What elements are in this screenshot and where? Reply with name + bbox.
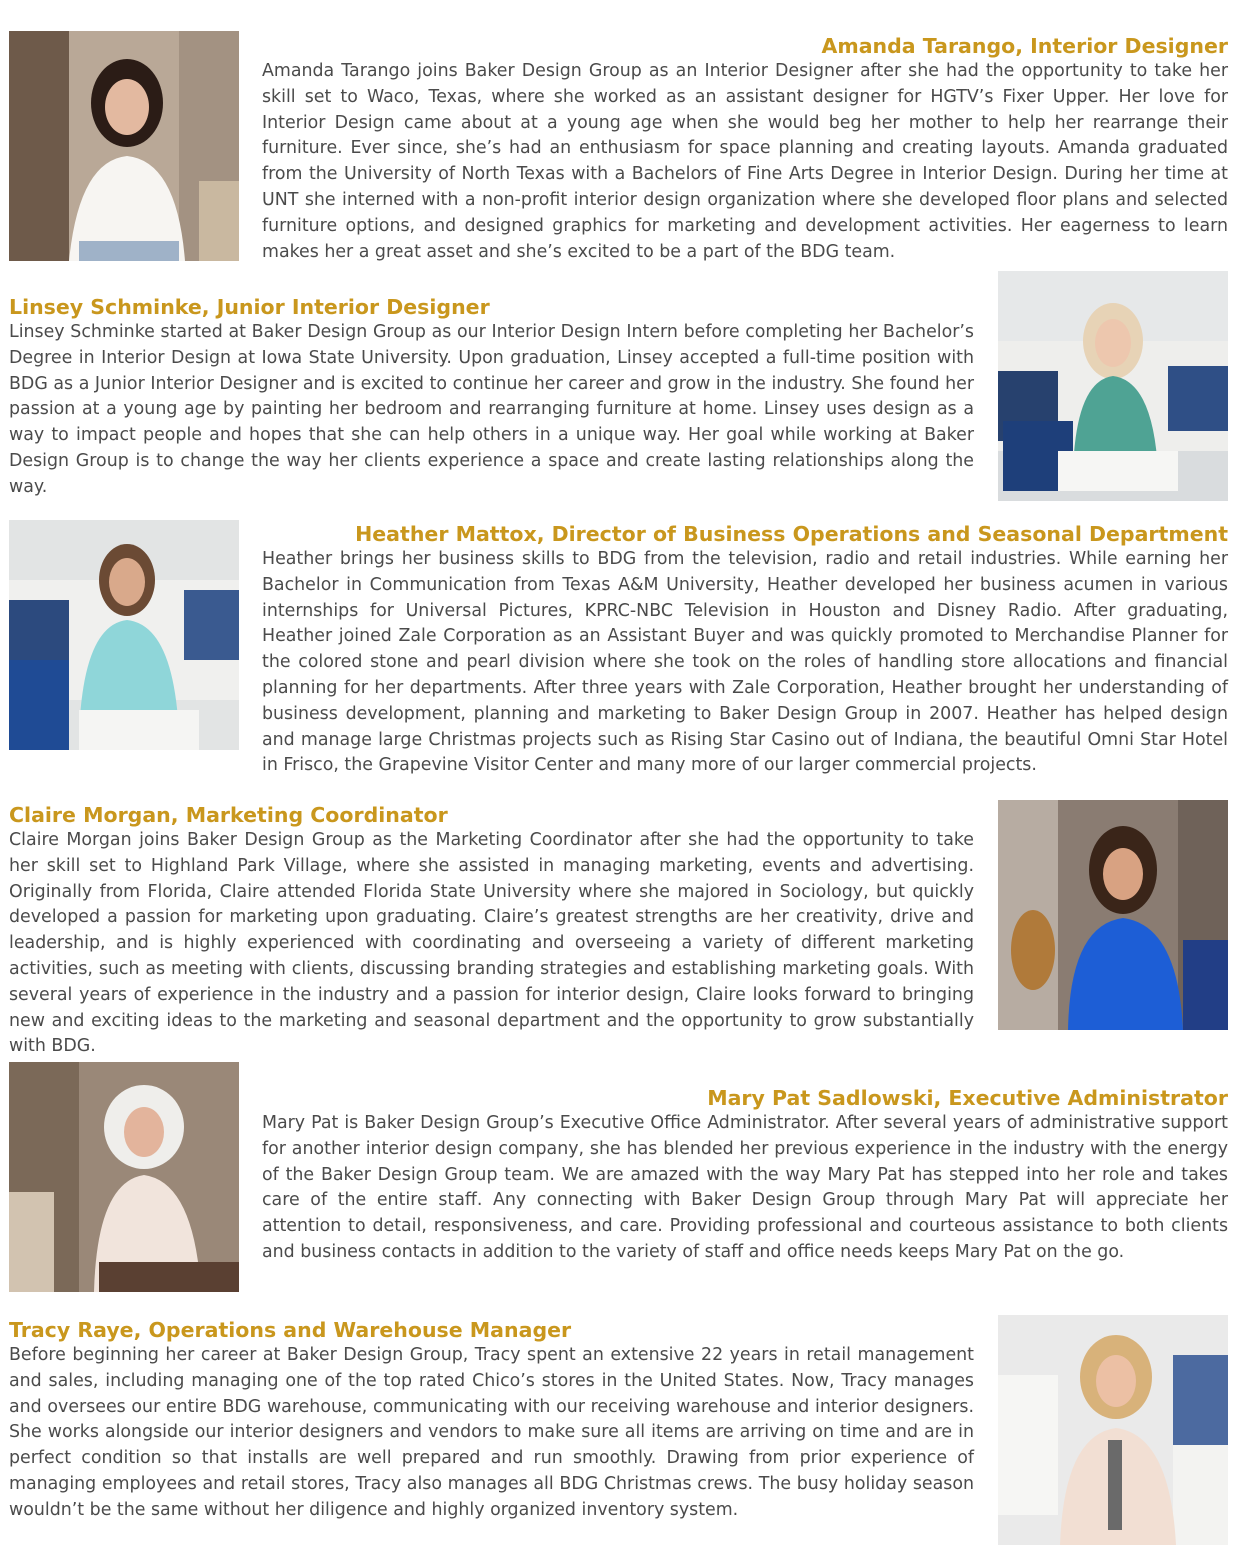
mary-pat-sadlowski-bio	[262, 1085, 1228, 1266]
profile-bio: Heather brings her business skills to BDG from the television, radio and retail industries. While earning her Bachelor in Communication from Texas A&M University, Heather developed her business acumen in various internships for Universal Pictures, KPRC-NBC Television in Houston and Disney Radio. After graduating, Heather joined Zale Corporation as an Assistant Buyer and was quickly promoted to Merchandise Planner for the colored stone and pearl division where she took on the roles of handling store allocations and financial planning for her departments. After three years with Zale Corporation, Heather brought her understanding of business development, planning and marketing to Baker Design Group in 2007. Heather has helped design and manage large Christmas projects such as Rising Star Casino out of Indiana, the beautiful Omni Star Hotel in Frisco, the Grapevine Visitor Center and many more of our larger commercial projects.	[262, 549, 1228, 776]
profile-name: Linsey Schminke, Junior Interior Designer	[9, 295, 490, 319]
profile-name: Mary Pat Sadlowski, Executive Administrator	[707, 1086, 1228, 1110]
amanda-tarango-photo	[9, 31, 239, 261]
profile-bio: Linsey Schminke started at Baker Design Group as our Interior Design Intern before completing her Bachelor’s Degree in Interior Design at Iowa State University. Upon graduation, Linsey accepted a full-time position with BDG as a Junior Interior Designer and is excited to continue her career and grow in the industry. She found her passion at a young age by painting her bedroom and rearranging furniture at home. Linsey uses design as a way to impact people and hopes that she can help others in a unique way. Her goal while working at Baker Design Group is to change the way her clients experience a space and create lasting relationships along the way.	[9, 322, 974, 497]
claire-morgan-bio	[9, 802, 974, 1060]
linsey-schminke-photo	[998, 271, 1228, 501]
heather-mattox-bio	[262, 521, 1228, 779]
profile-name: Amanda Tarango, Interior Designer	[821, 34, 1228, 58]
profile-bio: Amanda Tarango joins Baker Design Group as an Interior Designer after she had the opportunity to take her skill set to Waco, Texas, where she worked as an assistant designer for HGTV’s Fixer Upper. Her love for Interior Design came about at a young age when she would beg her mother to help her rearrange their furniture. Ever since, she’s had an enthusiasm for space planning and creating layouts. Amanda graduated from the University of North Texas with a Bachelors of Fine Arts Degree in Interior Design. During her time at UNT she interned with a non-profit interior design organization where she developed floor plans and selected furniture options, and designed graphics for marketing and development activities. Her eagerness to learn makes her a great asset and she’s excited to be a part of the BDG team.	[262, 61, 1228, 262]
claire-morgan-photo	[998, 800, 1228, 1030]
profile-bio: Claire Morgan joins Baker Design Group as the Marketing Coordinator after she had the opportunity to take her skill set to Highland Park Village, where she assisted in managing marketing, events and advertising. Originally from Florida, Claire attended Florida State University where she majored in Sociology, but quickly developed a passion for marketing upon graduating. Claire’s greatest strengths are her creativity, drive and leadership, and is highly experienced with coordinating and overseeing a variety of different marketing activities, such as meeting with clients, discussing branding strategies and establishing marketing goals. With several years of experience in the industry and a passion for interior design, Claire looks forward to bringing new and exciting ideas to the marketing and seasonal department and the opportunity to grow substantially with BDG.	[9, 830, 974, 1057]
linsey-schminke-bio	[9, 294, 974, 501]
tracy-raye-photo	[998, 1315, 1228, 1545]
heather-mattox-photo	[9, 520, 239, 750]
profile-name: Claire Morgan, Marketing Coordinator	[9, 803, 448, 827]
amanda-tarango-bio	[262, 33, 1228, 265]
profile-name: Heather Mattox, Director of Business Operations and Seasonal Department	[355, 522, 1228, 546]
profile-bio: Mary Pat is Baker Design Group’s Executive Office Administrator. After several years of administrative support for another interior design company, she has blended her previous experience in the industry with the energy of the Baker Design Group team. We are amazed with the way Mary Pat has stepped into her role and takes care of the entire staff. Any connecting with Baker Design Group through Mary Pat will appreciate her attention to detail, responsiveness, and care. Providing professional and courteous assistance to both clients and business contacts in addition to the variety of staff and office needs keeps Mary Pat on the go.	[262, 1113, 1228, 1262]
mary-pat-sadlowski-photo	[9, 1062, 239, 1292]
profile-name: Tracy Raye, Operations and Warehouse Manager	[9, 1318, 572, 1342]
profile-bio: Before beginning her career at Baker Design Group, Tracy spent an extensive 22 years in retail management and sales, including managing one of the top rated Chico’s stores in the United States. Now, Tracy manages and oversees our entire BDG warehouse, communicating with our receiving warehouse and interior designers. She works alongside our interior designers and vendors to make sure all items are arriving on time and are in perfect condition so that installs are well prepared and run smoothly. Drawing from prior experience of managing employees and retail stores, Tracy also manages all BDG Christmas crews. The busy holiday season wouldn’t be the same without her diligence and highly organized inventory system.	[9, 1345, 974, 1520]
tracy-raye-bio	[9, 1317, 974, 1524]
